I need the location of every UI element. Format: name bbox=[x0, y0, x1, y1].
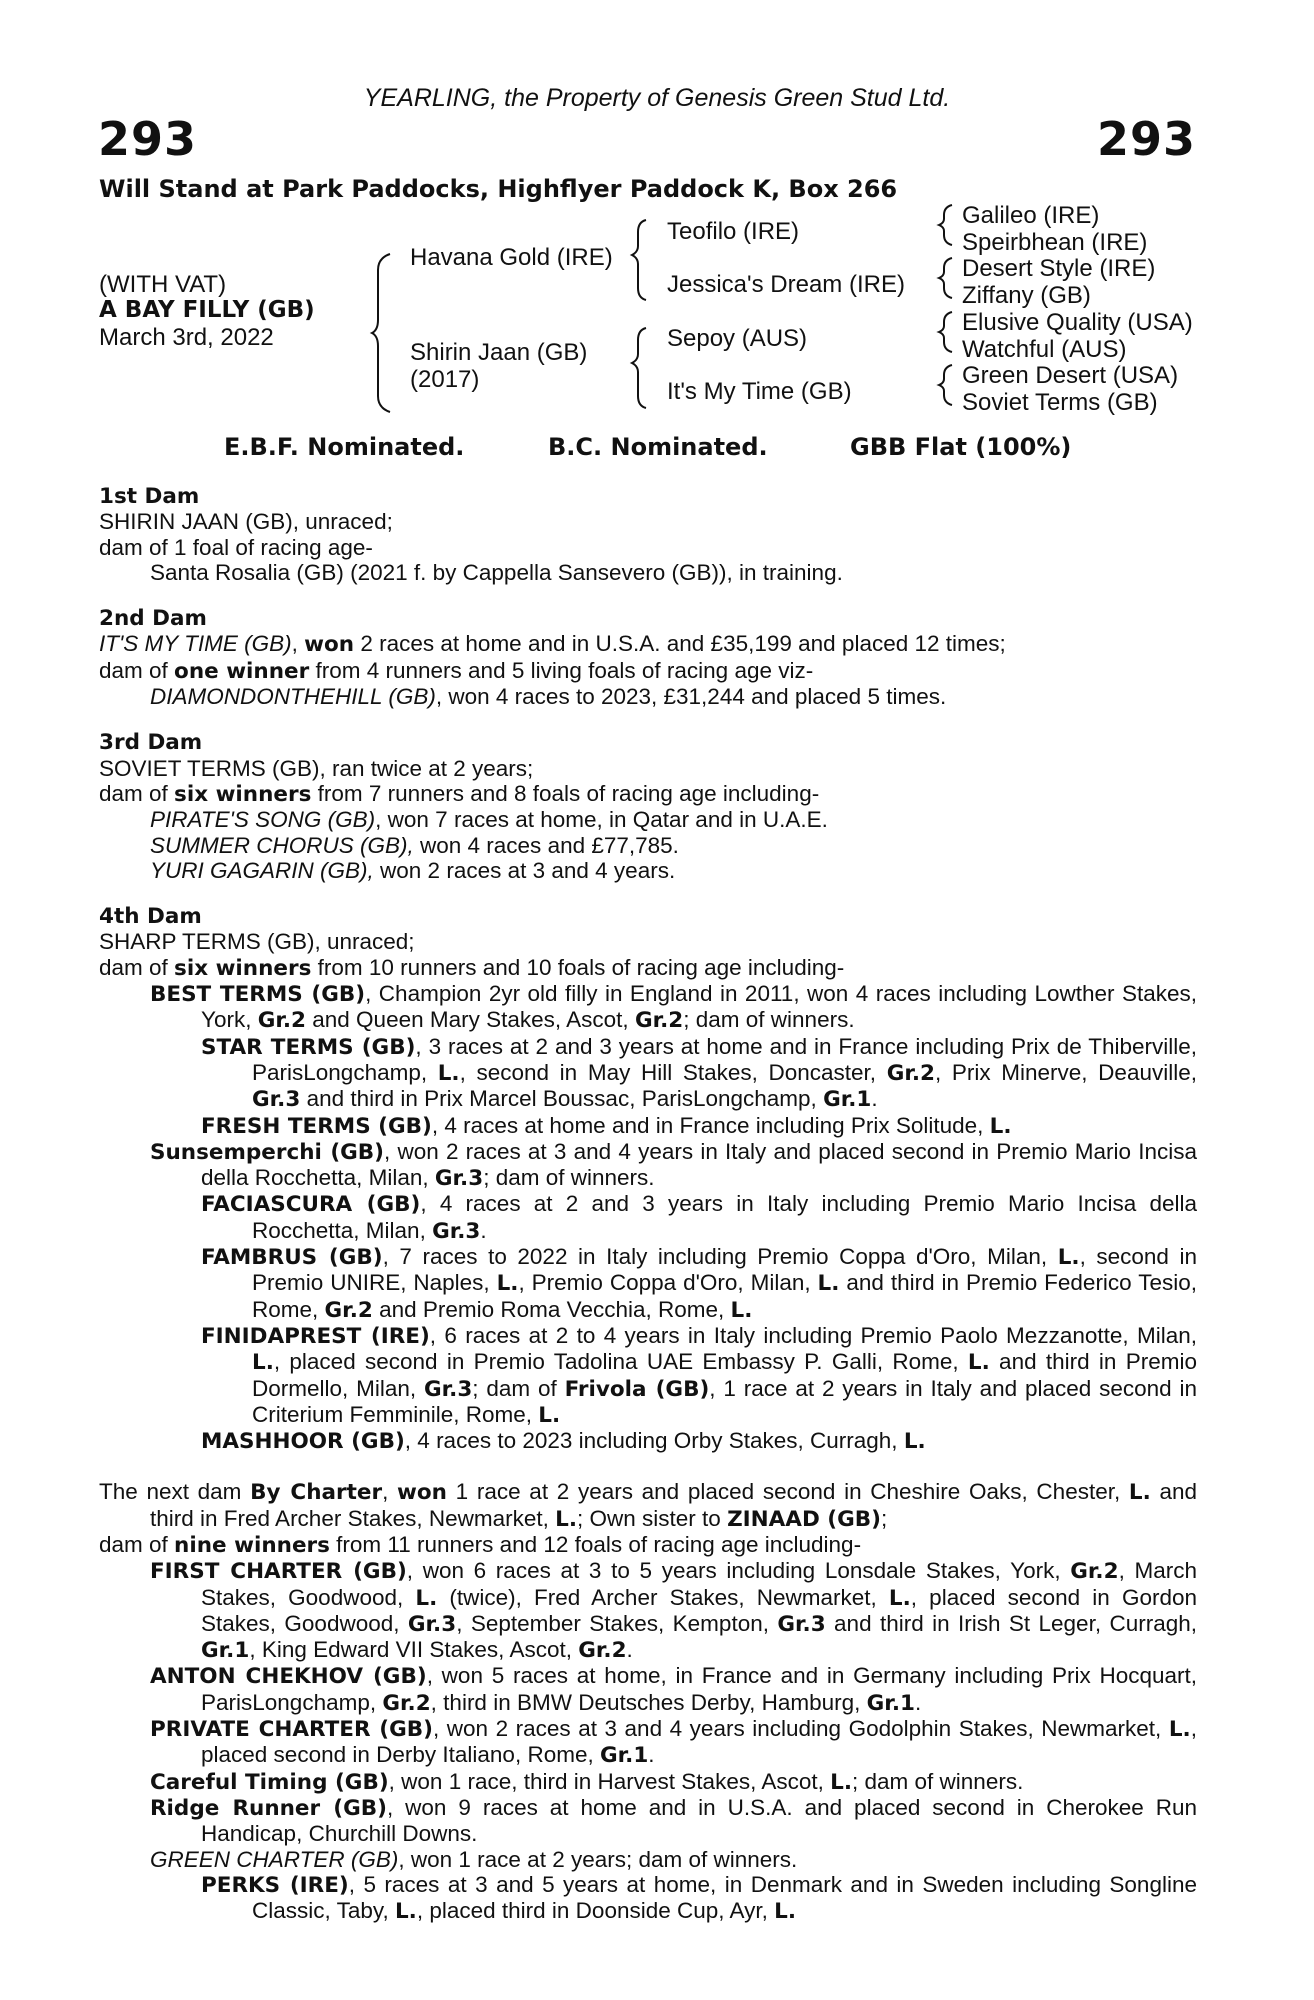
sire: Havana Gold (IRE) bbox=[410, 244, 613, 271]
ebf-nomination: E.B.F. Nominated. bbox=[224, 433, 465, 461]
sire-dam: Jessica's Dream (IRE) bbox=[667, 271, 905, 298]
pedigree-notes bbox=[99, 484, 1197, 1945]
produce-entry bbox=[99, 1323, 1197, 1428]
gen4-6: Watchful (AUS) bbox=[962, 336, 1127, 363]
text: and third in Prix Marcel Boussac, ParisLongchamp, bbox=[300, 1086, 824, 1112]
produce-name: PIRATE'S SONG (GB) bbox=[150, 807, 376, 833]
text: , March Stakes, Goodwood, bbox=[201, 1558, 1197, 1610]
grade: L. bbox=[967, 1350, 990, 1376]
third-dam-produce bbox=[99, 781, 1197, 807]
text: , 7 races to 2022 in Italy including Premio Coppa d'Oro, Milan, bbox=[382, 1244, 1058, 1270]
lot-vendor-line: YEARLING, the Property of Genesis Green Stud Ltd. bbox=[363, 84, 951, 112]
stabling-location: Will Stand at Park Paddocks, Highflyer Paddock K, Box 266 bbox=[99, 175, 898, 203]
text: , second in Premio UNIRE, Naples, bbox=[252, 1244, 1197, 1296]
produce-name: FACIASCURA (GB) bbox=[201, 1192, 421, 1218]
bracket-gen1 bbox=[372, 254, 390, 412]
foaling-date: March 3rd, 2022 bbox=[99, 324, 274, 351]
grade: Gr.3 bbox=[434, 1166, 484, 1192]
text: The next dam bbox=[99, 1479, 251, 1505]
second-dam-heading: 2nd Dam bbox=[99, 606, 207, 632]
dam-sire: Sepoy (AUS) bbox=[667, 325, 808, 352]
text: , 6 races at 2 to 4 years in Italy including Premio Paolo Mezzanotte, Milan, bbox=[429, 1322, 1197, 1348]
bracket-sepoy bbox=[939, 312, 952, 352]
text: . bbox=[648, 1742, 655, 1768]
produce-entry bbox=[99, 981, 1197, 1034]
grade: Gr.1 bbox=[823, 1087, 872, 1113]
text: . bbox=[626, 1637, 633, 1663]
winners-count: six winners bbox=[174, 781, 312, 807]
produce-entry bbox=[99, 1795, 1197, 1847]
text: , won 6 races at 3 to 5 years including Lonsdale Stakes, York, bbox=[406, 1558, 1071, 1584]
text: ; dam of winners. bbox=[683, 1007, 855, 1033]
grade: L. bbox=[496, 1271, 519, 1297]
produce-name: Careful Timing (GB) bbox=[150, 1769, 389, 1795]
produce-entry bbox=[99, 1191, 1197, 1244]
text: and third in Irish St Leger, Curragh, bbox=[825, 1610, 1197, 1636]
text: 1 race at 2 years and placed second in Cheshire Oaks, Chester, bbox=[446, 1479, 1129, 1505]
won-label: won bbox=[304, 632, 355, 658]
text: and Premio Roma Vecchia, Rome, bbox=[372, 1296, 731, 1322]
third-dam-section bbox=[99, 730, 1197, 883]
produce-entry bbox=[99, 1558, 1197, 1663]
text: won 4 races and £77,785. bbox=[413, 832, 679, 858]
text: . bbox=[480, 1217, 487, 1243]
produce-entry bbox=[99, 1716, 1197, 1769]
text: (twice), Fred Archer Stakes, Newmarket, bbox=[437, 1584, 889, 1610]
produce-entry bbox=[99, 684, 1197, 709]
gen4-2: Speirbhean (IRE) bbox=[962, 229, 1148, 256]
produce-name: DIAMONDONTHEHILL (GB) bbox=[150, 684, 436, 710]
text: , September Stakes, Kempton, bbox=[456, 1610, 778, 1636]
first-dam-section bbox=[99, 484, 1197, 585]
bc-nomination: B.C. Nominated. bbox=[548, 433, 768, 461]
third-dam-line: SOVIET TERMS (GB), ran twice at 2 years; bbox=[99, 755, 534, 781]
produce-entry bbox=[99, 1034, 1197, 1113]
grade: L. bbox=[903, 1429, 926, 1455]
text: , won 9 races at home and in U.S.A. and placed second in Cherokee Run Handicap, Churchill Downs. bbox=[201, 1794, 1198, 1847]
produce-name: PERKS (IRE) bbox=[201, 1872, 349, 1898]
produce-entry bbox=[99, 1244, 1197, 1323]
lot-number-right: 293 bbox=[1096, 112, 1196, 166]
produce-name: FIRST CHARTER (GB) bbox=[150, 1559, 407, 1585]
gbb-flat: GBB Flat (100%) bbox=[850, 433, 1072, 461]
produce-name: Sunsemperchi (GB) bbox=[150, 1139, 385, 1165]
text: , won 2 races at 3 and 4 years in Italy and placed second in Premio Mario Incisa della Rocchetta, Milan, bbox=[201, 1138, 1197, 1191]
dam-year: (2017) bbox=[410, 366, 480, 393]
text: , 4 races to 2023 including Orby Stakes, Curragh, bbox=[404, 1428, 904, 1454]
text: . bbox=[871, 1086, 878, 1112]
grade: L. bbox=[817, 1271, 840, 1297]
text: , King Edward VII Stakes, Ascot, bbox=[249, 1637, 579, 1663]
text: , won 5 races at home, in France and in Germany including Prix Hocquart, ParisLongchamp, bbox=[201, 1663, 1197, 1715]
second-dam-line bbox=[99, 631, 1197, 657]
grade: Gr.2 bbox=[886, 1060, 936, 1086]
fourth-dam-produce bbox=[99, 955, 1197, 981]
grade: Gr.1 bbox=[866, 1690, 915, 1716]
grade: L. bbox=[1057, 1245, 1080, 1271]
winners-count: nine winners bbox=[174, 1532, 330, 1558]
text: ; dam of bbox=[472, 1375, 565, 1401]
produce-name: FRESH TERMS (GB) bbox=[201, 1113, 432, 1139]
text: from 11 runners and 12 foals of racing age including- bbox=[329, 1531, 862, 1557]
text: from 7 runners and 8 foals of racing age including- bbox=[311, 780, 820, 806]
second-dam-produce bbox=[99, 658, 1197, 684]
grade: Gr.3 bbox=[407, 1611, 457, 1637]
grade: L. bbox=[437, 1060, 460, 1086]
produce-name: Ridge Runner (GB) bbox=[150, 1795, 387, 1821]
text: . bbox=[914, 1689, 922, 1715]
text: ; bbox=[880, 1505, 888, 1531]
produce-name: PRIVATE CHARTER (GB) bbox=[150, 1717, 433, 1743]
text: ; Own sister to bbox=[577, 1505, 728, 1531]
horse-description: A BAY FILLY (GB) bbox=[99, 297, 315, 323]
text: , won 7 races at home, in Qatar and in U.A.E. bbox=[375, 807, 828, 833]
text: and third in Fred Archer Stakes, Newmarket, bbox=[150, 1479, 1198, 1531]
dam-dam: It's My Time (GB) bbox=[667, 378, 852, 405]
grade: L. bbox=[730, 1297, 753, 1323]
produce-entry bbox=[99, 858, 1197, 883]
text: , 5 races at 3 and 5 years at home, in Denmark and in Sweden including Songline Classic, Taby, bbox=[252, 1871, 1197, 1924]
text: and third in Premio Federico Tesio, Rome, bbox=[252, 1270, 1197, 1322]
text: dam of bbox=[99, 954, 175, 980]
text: , 4 races at home and in France including Prix Solitude, bbox=[431, 1112, 990, 1138]
text: , 1 race at 2 years in Italy and placed second in Criterium Femminile, Rome, bbox=[252, 1375, 1198, 1427]
text: ; dam of winners. bbox=[483, 1165, 655, 1191]
grade: L. bbox=[252, 1350, 274, 1376]
text: , won 2 races at 3 and 4 years including Godolphin Stakes, Newmarket, bbox=[432, 1716, 1169, 1742]
grade: L. bbox=[555, 1506, 578, 1532]
first-dam-line: SHIRIN JAAN (GB), unraced; bbox=[99, 509, 393, 535]
first-dam-produce: dam of 1 foal of racing age- bbox=[99, 534, 373, 560]
winners-count: one winner bbox=[174, 658, 310, 684]
grade: L. bbox=[989, 1113, 1012, 1139]
produce-name: FINIDAPREST (IRE) bbox=[201, 1323, 430, 1349]
text: 2 races at home and in U.S.A. and £35,199 and placed 12 times; bbox=[354, 631, 1006, 657]
gen4-8: Soviet Terms (GB) bbox=[962, 389, 1158, 416]
text: , third in BMW Deutsches Derby, Hamburg, bbox=[430, 1689, 867, 1715]
produce-entry bbox=[99, 1663, 1197, 1716]
grade: Gr.3 bbox=[252, 1087, 301, 1113]
produce-name: BEST TERMS (GB) bbox=[150, 982, 366, 1008]
text: , placed second in Derby Italiano, Rome, bbox=[201, 1716, 1197, 1768]
fourth-dam-heading: 4th Dam bbox=[99, 904, 202, 930]
produce-entry bbox=[99, 833, 1197, 858]
text: , bbox=[382, 1479, 398, 1505]
sister-name: ZINAAD (GB) bbox=[727, 1506, 881, 1532]
gen4-7: Green Desert (USA) bbox=[962, 362, 1179, 389]
produce-entry bbox=[99, 807, 1197, 832]
text: dam of bbox=[99, 1531, 175, 1557]
produce-name: STAR TERMS (GB) bbox=[201, 1034, 416, 1060]
gen4-1: Galileo (IRE) bbox=[962, 202, 1100, 229]
vat-note: (WITH VAT) bbox=[99, 271, 227, 298]
bracket-teofilo bbox=[939, 205, 952, 245]
text: , 4 races at 2 and 3 years in Italy including Premio Mario Incisa della Rocchetta, Milan, bbox=[252, 1191, 1197, 1243]
bracket-jessicas-dream bbox=[939, 258, 952, 298]
grade: L. bbox=[394, 1899, 417, 1925]
next-dam-line bbox=[99, 1479, 1197, 1532]
text: , second in May Hill Stakes, Doncaster, bbox=[459, 1059, 887, 1085]
grade: L. bbox=[1128, 1480, 1151, 1506]
sire-sire: Teofilo (IRE) bbox=[667, 218, 800, 245]
text: , Prix Minerve, Deauville, bbox=[935, 1059, 1197, 1085]
grade: Gr.3 bbox=[432, 1218, 481, 1244]
text: , 3 races at 2 and 3 years at home and in France including Prix de Thiberville, ParisLongchamp, bbox=[252, 1033, 1197, 1085]
next-dam-name: By Charter bbox=[250, 1480, 383, 1506]
gen4-3: Desert Style (IRE) bbox=[962, 255, 1156, 282]
grade: Gr.2 bbox=[324, 1297, 373, 1323]
grade: Gr.3 bbox=[777, 1611, 826, 1637]
won-label: won bbox=[397, 1480, 447, 1506]
text: from 10 runners and 10 foals of racing age including- bbox=[311, 954, 845, 980]
produce-entry bbox=[99, 1139, 1197, 1192]
text: , placed second in Premio Tadolina UAE Embassy P. Galli, Rome, bbox=[273, 1349, 968, 1375]
bracket-sire bbox=[632, 220, 646, 300]
produce-entry bbox=[99, 1428, 1197, 1454]
second-dam-section bbox=[99, 606, 1197, 709]
text: , Champion 2yr old filly in England in 2011, won 4 races including Lowther Stakes, York, bbox=[201, 981, 1198, 1033]
fourth-dam-line: SHARP TERMS (GB), unraced; bbox=[99, 929, 415, 955]
text: , bbox=[291, 631, 305, 657]
gen4-4: Ziffany (GB) bbox=[962, 282, 1091, 309]
text: dam of bbox=[99, 780, 175, 806]
produce-name: ANTON CHEKHOV (GB) bbox=[150, 1664, 427, 1690]
text: , won 1 race at 2 years; dam of winners. bbox=[398, 1846, 798, 1872]
grade: L. bbox=[415, 1585, 438, 1611]
first-dam-foal: Santa Rosalia (GB) (2021 f. by Cappella Sansevero (GB)), in training. bbox=[150, 559, 843, 585]
text: , Premio Coppa d'Oro, Milan, bbox=[518, 1270, 818, 1296]
grade: L. bbox=[830, 1769, 852, 1795]
produce-name: FAMBRUS (GB) bbox=[201, 1245, 383, 1271]
text: dam of bbox=[99, 657, 175, 683]
grade: Gr.2 bbox=[382, 1690, 431, 1716]
text: ; dam of winners. bbox=[852, 1768, 1024, 1794]
produce-entry bbox=[99, 1872, 1197, 1925]
next-dam-section bbox=[99, 1479, 1197, 1924]
lot-number-left: 293 bbox=[98, 112, 198, 166]
produce-name: GREEN CHARTER (GB) bbox=[150, 1846, 399, 1872]
bracket-its-my-time bbox=[939, 365, 952, 405]
grade: Gr.3 bbox=[423, 1376, 473, 1402]
grade: Gr.1 bbox=[201, 1638, 250, 1664]
produce-name: SUMMER CHORUS (GB), bbox=[150, 832, 414, 858]
gen4-5: Elusive Quality (USA) bbox=[962, 309, 1193, 336]
grade: L. bbox=[888, 1585, 911, 1611]
second-dam-name: IT'S MY TIME (GB) bbox=[99, 631, 292, 657]
next-dam-produce bbox=[99, 1532, 1197, 1558]
grade: Gr.2 bbox=[1070, 1559, 1119, 1585]
text: , placed third in Doonside Cup, Ayr, bbox=[416, 1898, 775, 1924]
grade: Gr.2 bbox=[578, 1638, 627, 1664]
text: and third in Premio Dormello, Milan, bbox=[252, 1349, 1197, 1401]
text: , won 1 race, third in Harvest Stakes, Ascot, bbox=[388, 1768, 831, 1794]
winners-count: six winners bbox=[174, 955, 312, 981]
grade: L. bbox=[774, 1899, 797, 1925]
text: won 2 races at 3 and 4 years. bbox=[373, 857, 676, 883]
produce-name: YURI GAGARIN (GB), bbox=[150, 857, 374, 883]
bracket-dam bbox=[632, 328, 646, 408]
grade: Gr.2 bbox=[257, 1008, 307, 1034]
grade: L. bbox=[1168, 1717, 1191, 1743]
third-dam-heading: 3rd Dam bbox=[99, 730, 203, 756]
dam: Shirin Jaan (GB) bbox=[410, 339, 588, 366]
produce-entry bbox=[99, 1113, 1197, 1139]
pedigree-table bbox=[0, 200, 1314, 425]
grade: Gr.1 bbox=[599, 1743, 649, 1769]
fourth-dam-section bbox=[99, 904, 1197, 1454]
produce-entry bbox=[99, 1847, 1197, 1872]
produce-entry bbox=[99, 1769, 1197, 1795]
grade: L. bbox=[538, 1402, 561, 1428]
grade: Gr.2 bbox=[634, 1008, 684, 1034]
text: , placed second in Gordon Stakes, Goodwood, bbox=[201, 1584, 1197, 1636]
text: and Queen Mary Stakes, Ascot, bbox=[306, 1007, 635, 1033]
text: , won 4 races to 2023, £31,244 and placed 5 times. bbox=[435, 684, 947, 710]
produce-name: Frivola (GB) bbox=[564, 1376, 710, 1402]
first-dam-heading: 1st Dam bbox=[99, 484, 200, 509]
text: from 4 runners and 5 living foals of racing age viz- bbox=[309, 657, 814, 683]
produce-name: MASHHOOR (GB) bbox=[201, 1429, 405, 1455]
